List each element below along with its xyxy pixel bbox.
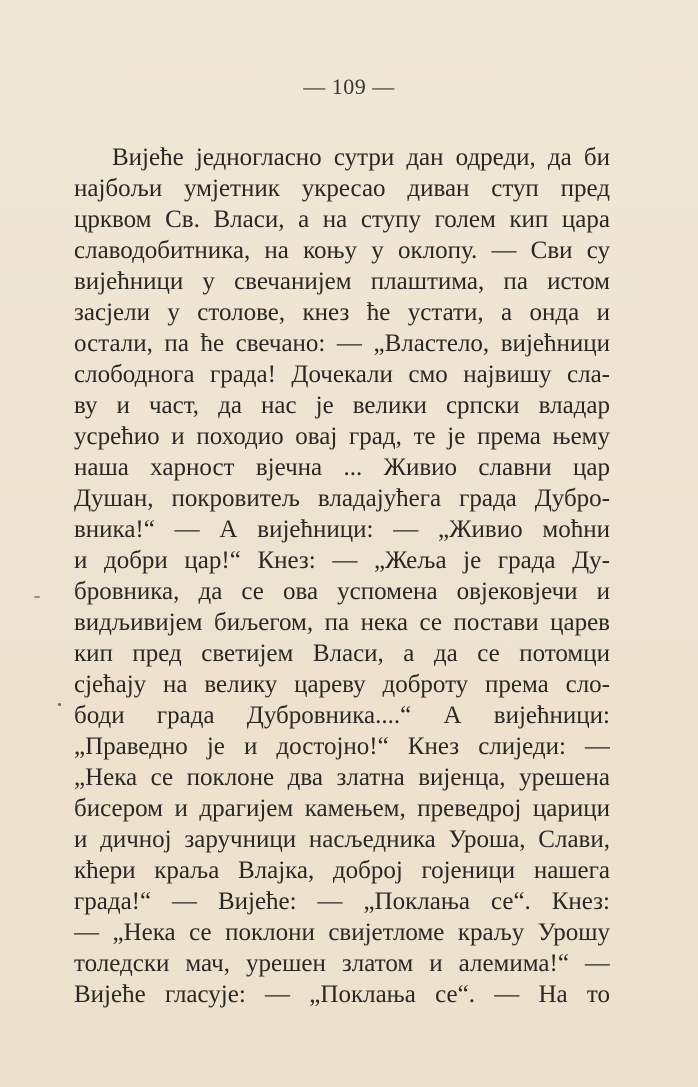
- text-line: бисером и драгијем камењем, преведрој царици: [74, 795, 610, 822]
- text-line: и дичној заручници насљедника Уроша, Слави,: [74, 826, 610, 853]
- text-line: „Праведно је и достојно!“ Кнез слиједи: —: [74, 733, 610, 760]
- text-line: слободнога града! Дочекали смо највишу сла-: [74, 361, 610, 388]
- text-line: бровника, да се ова успомена овјековјечи и: [74, 578, 610, 605]
- text-line: кћери краља Влајка, доброј гојеници нашега: [74, 857, 610, 884]
- text-line: остали, па ће свечано: — „Властело, вијећници: [74, 330, 610, 357]
- text-line: — „Нека се поклони свијетломе краљу Урошу: [74, 919, 610, 946]
- text-line: града!“ — Вијеће: — „Поклања се“. Кнез:: [74, 888, 610, 915]
- body-text: [74, 142, 610, 1010]
- text-line: усрећио и походио овај град, те је према њему: [74, 423, 610, 450]
- text-line: наша харност вјечна ... Живио славни цар: [74, 454, 610, 481]
- text-line: толедски мач, урешен златом и алемима!“ —: [74, 950, 610, 977]
- text-line: славодобитника, на коњу у оклопу. — Сви су: [74, 237, 610, 264]
- text-line: кип пред светијем Власи, а да се потомци: [74, 640, 610, 667]
- text-line: Вијеће једногласно сутри дан одреди, да би: [112, 144, 610, 171]
- text-line: видљивијем биљегом, па нека се постави царев: [74, 609, 610, 636]
- text-line: најбољи умјетник укресао диван ступ пред: [74, 175, 610, 202]
- text-line: Душан, покровитељ владајућега града Дубро-: [74, 485, 610, 512]
- page-number: — 109 —: [303, 74, 395, 99]
- text-line: и добри цар!“ Кнез: — „Жеља је града Ду-: [74, 547, 610, 574]
- text-line: „Нека се поклоне два златна вијенца, урешена: [74, 764, 610, 791]
- text-line: сјећају на велику цареву доброту према сло-: [74, 671, 610, 698]
- text-line: црквом Св. Власи, а на ступу голем кип цара: [74, 206, 610, 233]
- text-line: боди града Дубровника....“ А вијећници:: [74, 702, 610, 729]
- text-line: ву и част, да нас је велики српски владар: [74, 392, 610, 419]
- text-line: засјели у столове, кнез ће устати, а онда и: [74, 299, 610, 326]
- text-line: Вијеће гласује: — „Поклања се“. — На то: [74, 981, 610, 1008]
- paper-speck: [34, 596, 40, 598]
- text-line: вника!“ — А вијећници: — „Живио моћни: [74, 516, 610, 543]
- text-line: вијећници у свечанијем плаштима, па истом: [74, 268, 610, 295]
- paper-speck: [58, 703, 61, 706]
